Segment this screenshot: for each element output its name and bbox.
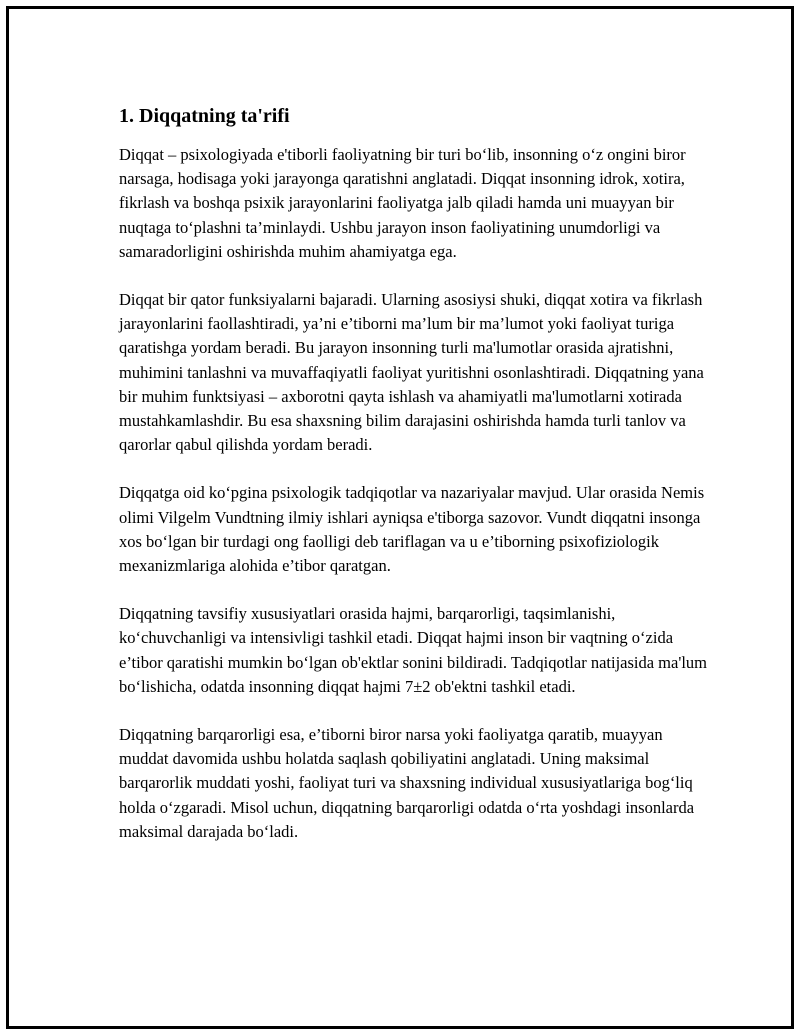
paragraph-properties: Diqqatning tavsifiy xususiyatlari orasida hajmi, barqarorligi, taqsimlanishi, ko‘chuvchanligi va intensivligi tashkil etadi. Diqqat hajmi inson bir vaqtning o‘zida e’tibor qaratishi mumkin bo‘lgan ob'ektlar sonini bildiradi. Tadqiqotlar natijasida ma'lum bo‘lishicha, odatda insonning diqqat hajmi 7±2 ob'ektni tashkil etadi. — [119, 604, 707, 696]
paragraph-research: Diqqatga oid ko‘pgina psixologik tadqiqotlar va nazariyalar mavjud. Ular orasida Nemis olimi Vilgelm Vundtning ilmiy ishlari ayniqsa e'tiborga sazovor. Vundt diqqatni insonga xos bo‘lgan bir turdagi ong faolligi deb tariflagan va u e’tiborning psixofiziologik mexanizmlariga alohida e’tibor qaratgan. — [119, 483, 705, 576]
paragraph-stability: Diqqatning barqarorligi esa, e’tiborni biror narsa yoki faoliyatga qaratib, muayyan muddat davomida ushbu holatda saqlash qobiliyatini anglatadi. Uning maksimal barqarorlik muddati yoshi, faoliyat turi va shaxsning individual xususiyatlariga bog‘liq holda o‘zgaradi. Misol uchun, diqqatning barqarorligi odatda o‘rta yoshdagi insonlarda maksimal darajada bo‘ladi. — [119, 725, 695, 841]
paragraph-functions: Diqqat bir qator funksiyalarni bajaradi. Ularning asosiysi shuki, diqqat xotira va fikrlash jarayonlarini faollashtiradi, ya’ni e’tiborni ma’lum bir ma’lumot yoki faoliyat turiga qaratishga yordam beradi. Bu jarayon insonning turli ma'lumotlar orasida ajratishni, muhimini tanlashni va muvaffaqiyatli faoliyat yuritishni osonlashtiradi. Diqqatning yana bir muhim funktsiyasi – axborotni qayta ishlash va ahamiyatli ma'lumotlarni xotirada mustahkamlashdir. Bu esa shaxsning bilim darajasini oshirishda hamda turli tanlov va qarorlar qabul qilishda yordam beradi. — [119, 290, 704, 455]
page-frame — [6, 6, 794, 1029]
section-heading: 1. Diqqatning ta'rifi — [119, 105, 290, 127]
paragraph-definition: Diqqat – psixologiyada e'tiborli faoliyatning bir turi bo‘lib, insonning o‘z ongini biror narsaga, hodisaga yoki jarayonga qaratishni anglatadi. Diqqat insonning idrok, xotira, fikrlash va boshqa psixik jarayonlarini faoliyatga jalb qiladi hamda uni muayyan bir nuqtaga to‘plashni ta’minlaydi. Ushbu jarayon inson faoliyatining unumdorligi va samaradorligini oshirishda muhim ahamiyatga ega. — [119, 145, 686, 261]
document-body — [119, 103, 709, 868]
